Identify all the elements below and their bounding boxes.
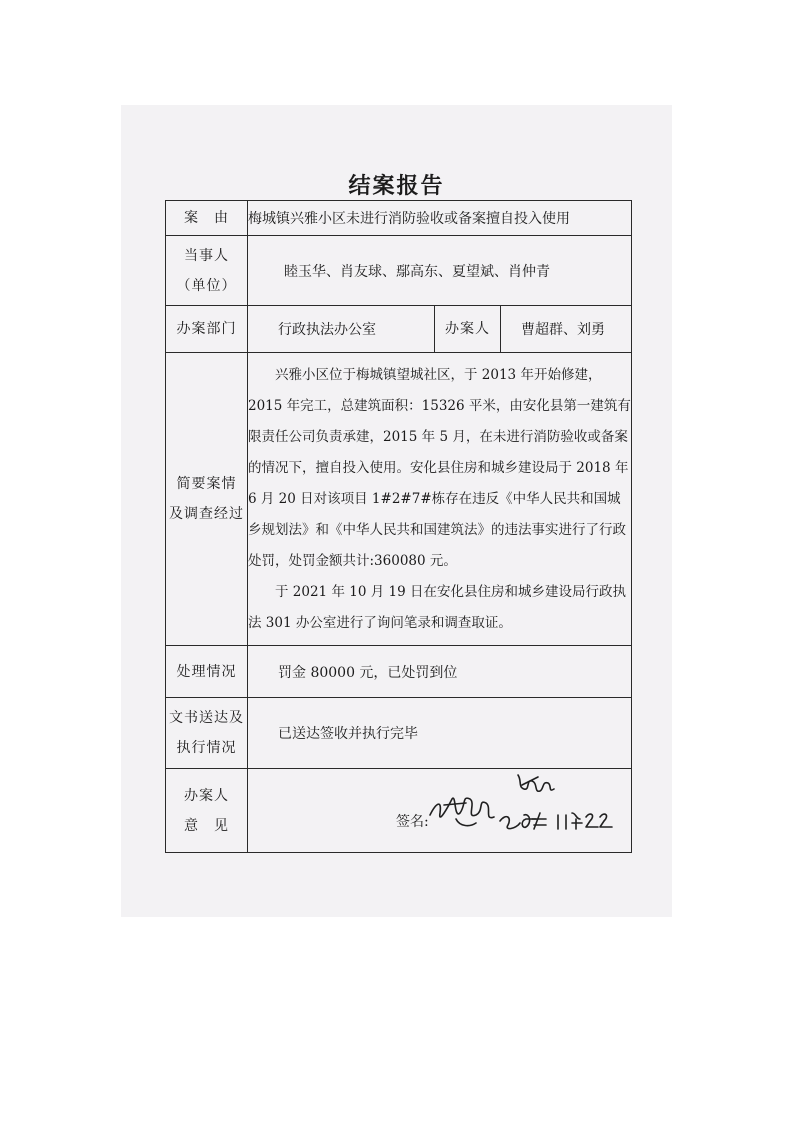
party-label: [166, 236, 248, 306]
party-label-line1: 当事人: [184, 247, 229, 264]
document-photo: [121, 105, 672, 917]
delivery-label: [166, 698, 248, 769]
summary-paragraph: 于 2021 年 10 月 19 日在安化县住房和城乡建设局行政执法 301 办公室进行了询问笔录和调查取证。: [248, 583, 626, 631]
opinion-label: [166, 769, 248, 853]
row-handling: [166, 646, 632, 698]
page-title: 结案报告: [348, 173, 445, 199]
row-delivery: [166, 698, 632, 769]
row-opinion: [166, 769, 632, 853]
row-party: [166, 236, 632, 306]
row-department: [166, 306, 632, 353]
row-summary: [166, 353, 632, 646]
summary-text: [248, 353, 632, 646]
sign-label: 签名:: [396, 814, 429, 830]
row-case-reason: [166, 201, 632, 236]
signature-area: [248, 769, 631, 852]
handling-value: 罚金 80000 元，已处罚到位: [248, 646, 632, 698]
case-closing-form: [165, 200, 632, 853]
handler-value: 曹超群、刘勇: [501, 306, 632, 353]
delivery-label-line2: 执行情况: [176, 740, 237, 756]
case-reason-label: 案 由: [166, 201, 248, 236]
opinion-value: [248, 769, 632, 853]
delivery-label-line1: 文书送达及: [169, 710, 244, 726]
summary-label-line1: 简要案情: [176, 476, 237, 492]
summary-paragraph: 兴雅小区位于梅城镇望城社区，于 2013 年开始修建，2015 年完工，总建筑面积：15326 平米，由安化县第一建筑有限责任公司负责承建，2015 年 5 月，在未进行消防验收或备案的情况下，擅自投入使用。安化县住房和城乡建设局于 2018 年 6 月 20 日对该项目 1#2#7#栋存在违反《中华人民共和国城乡规划法》和《中华人民共和国建筑法》的违法事实进行了行政处罚，处罚金额共计:360080 元。: [248, 366, 631, 569]
party-value: 睦玉华、肖友球、鄢高东、夏望斌、肖仲青: [248, 236, 632, 306]
handling-label: 处理情况: [166, 646, 248, 698]
summary-label-line2: 及调查经过: [169, 506, 244, 522]
summary-label: [166, 353, 248, 646]
delivery-value: 已送达签收并执行完毕: [248, 698, 632, 769]
opinion-label-line1: 办案人: [184, 787, 229, 804]
party-label-line2: （单位）: [176, 277, 237, 294]
handler-label: 办案人: [435, 306, 501, 353]
department-value: 行政执法办公室: [248, 306, 435, 353]
department-label: 办案部门: [166, 306, 248, 353]
opinion-label-line2: 意 见: [184, 817, 229, 834]
handwritten-signature: [426, 769, 626, 839]
case-reason-value: 梅城镇兴雅小区未进行消防验收或备案擅自投入使用: [248, 201, 632, 236]
